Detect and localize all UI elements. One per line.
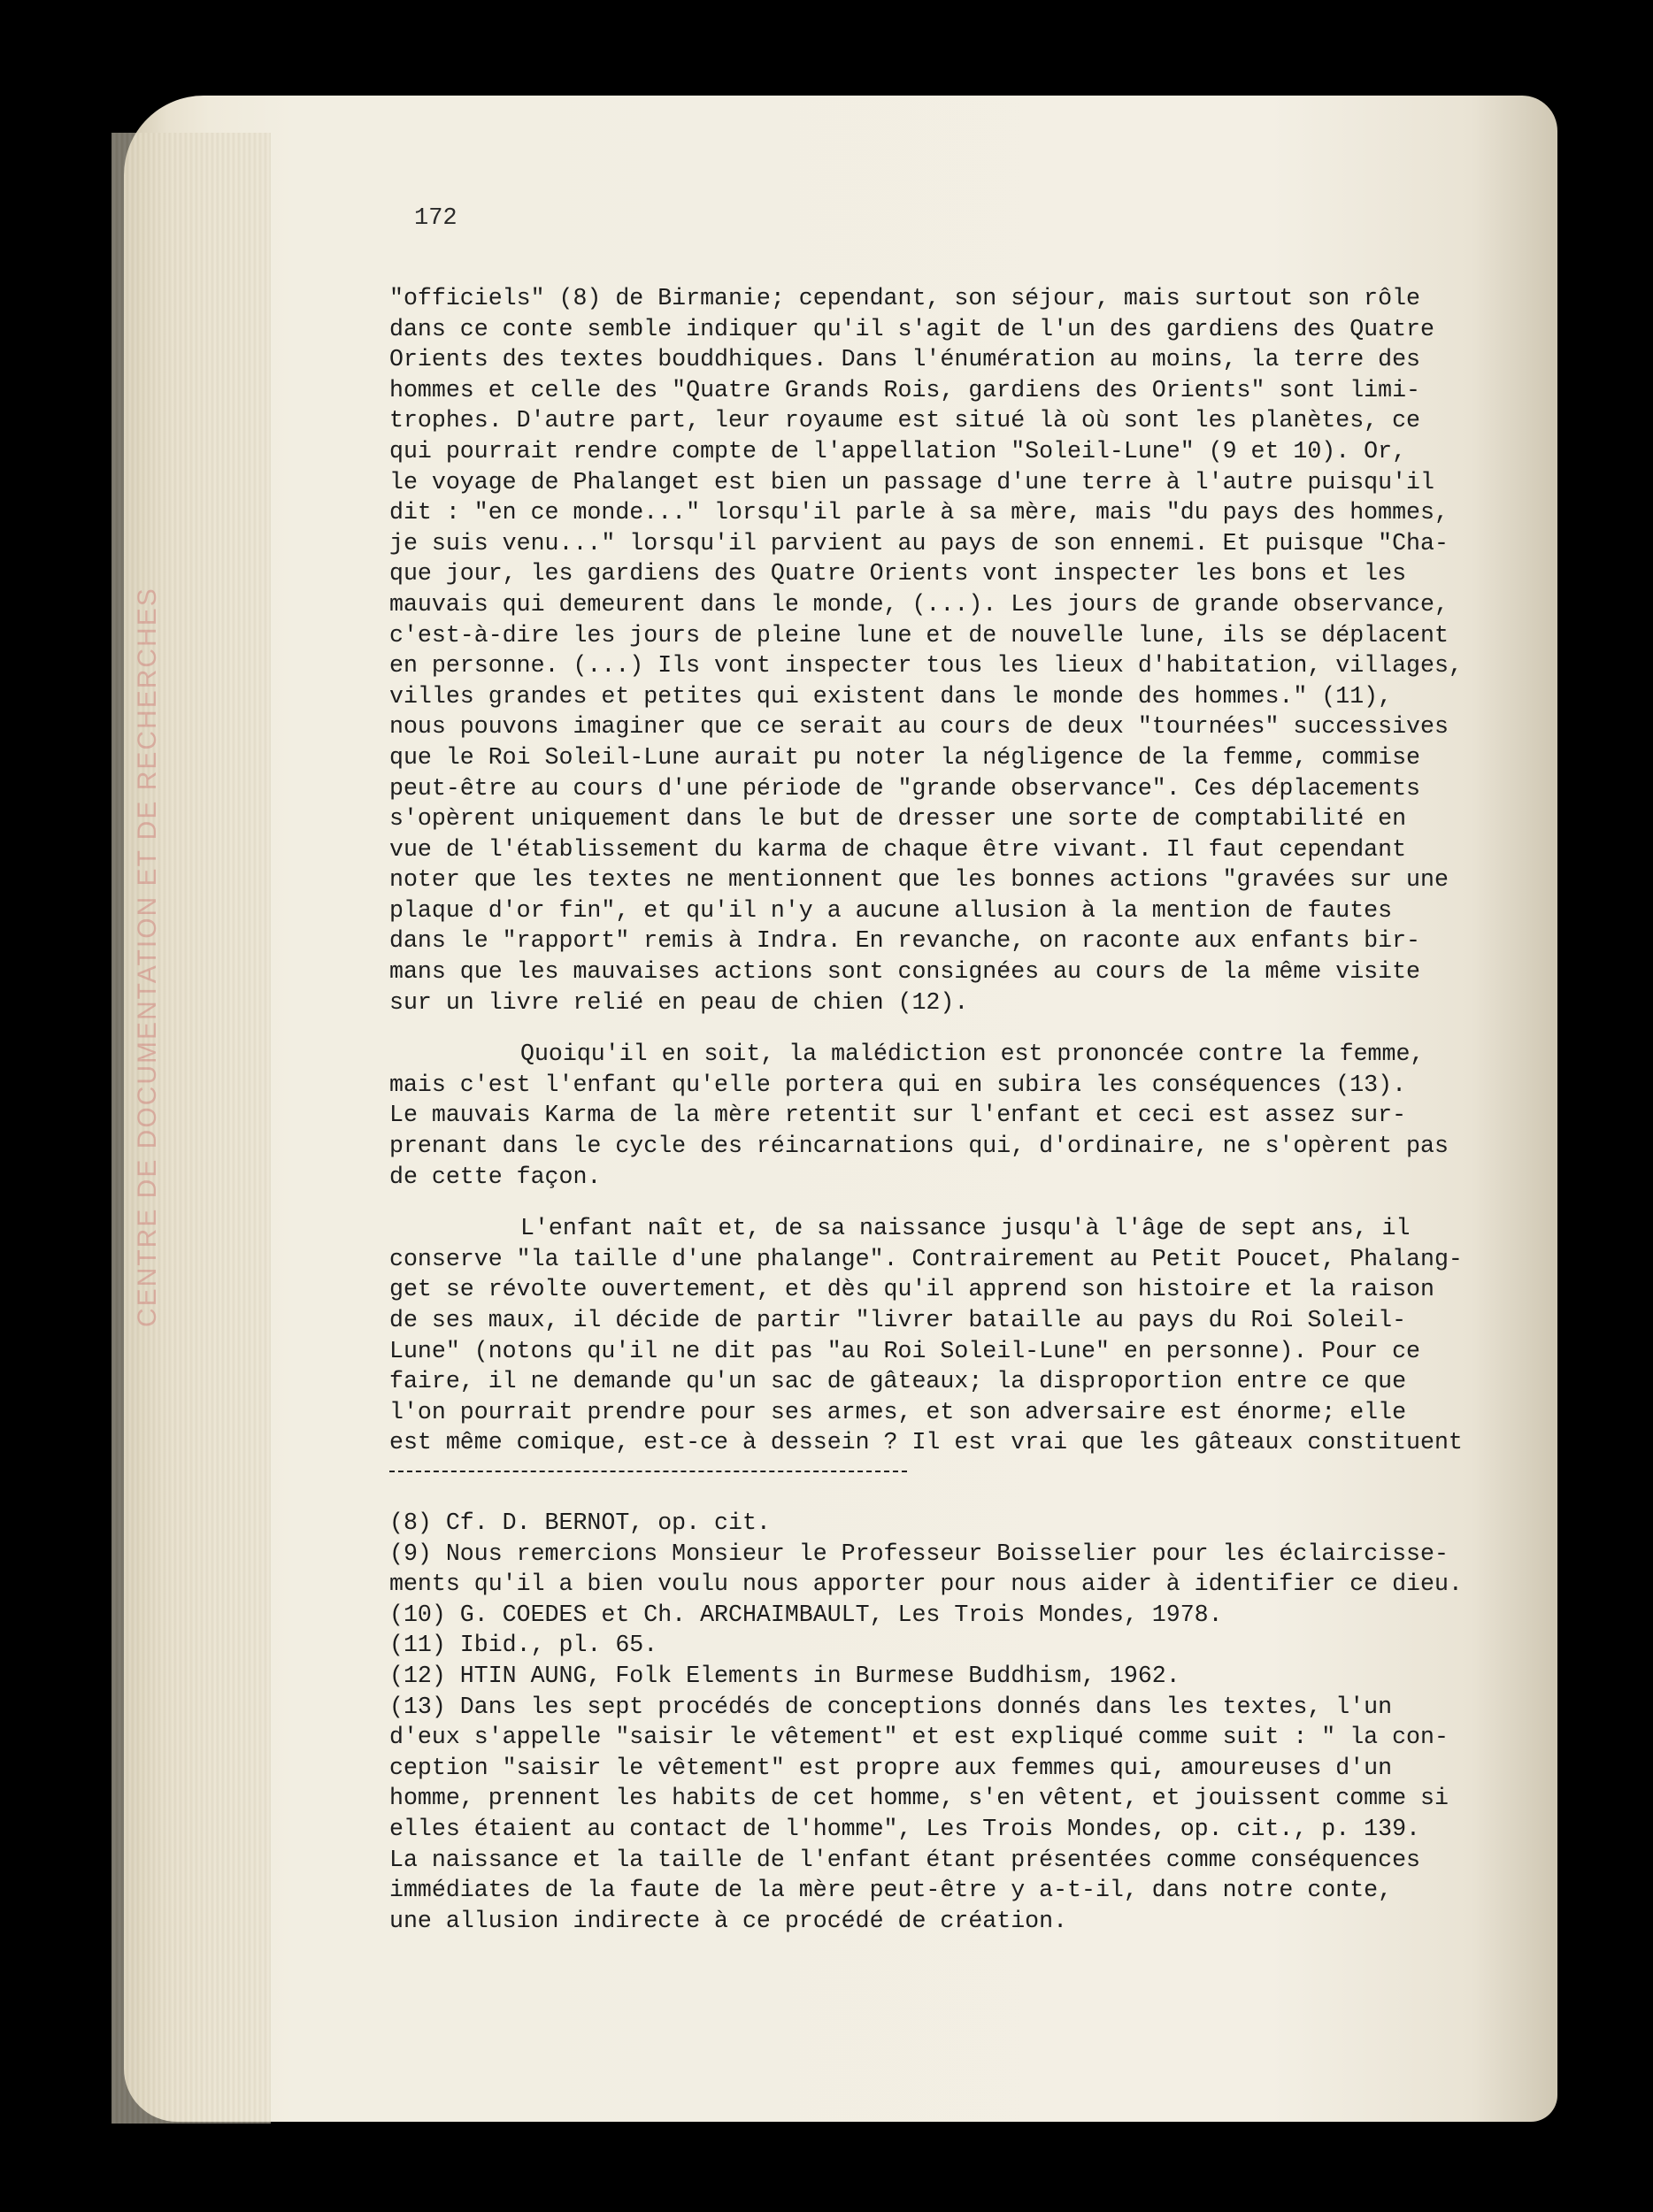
text-line: dit : "en ce monde..." lorsqu'il parle à sa mère, mais "du pays des hommes,: [389, 499, 1449, 526]
text-line: hommes et celle des "Quatre Grands Rois, gardiens des Orients" sont limi-: [389, 376, 1420, 403]
text-line: faire, il ne demande qu'un sac de gâteaux; la disproportion entre ce que: [389, 1368, 1407, 1395]
footnote-separator: [389, 1471, 907, 1472]
text-line: trophes. D'autre part, leur royaume est situé là où sont les planètes, ce: [389, 407, 1420, 434]
footnote-line: ments qu'il a bien voulu nous apporter pour nous aider à identifier ce dieu.: [389, 1571, 1463, 1598]
text-line: qui pourrait rendre compte de l'appellation "Soleil-Lune" (9 et 10). Or,: [389, 437, 1407, 465]
text-line: "officiels" (8) de Birmanie; cependant, son séjour, mais surtout son rôle: [389, 285, 1420, 311]
paragraph-2: [389, 1039, 1469, 1192]
text-line: noter que les textes ne mentionnent que les bonnes actions "gravées sur une: [389, 866, 1449, 894]
text-line: en personne. (...) Ils vont inspecter tous les lieux d'habitation, villages,: [389, 652, 1463, 680]
text-line: Lune" (notons qu'il ne dit pas "au Roi Soleil-Lune" en personne). Pour ce: [389, 1337, 1420, 1364]
text-line: mans que les mauvaises actions sont consignées au cours de la même visite: [389, 958, 1420, 986]
text-line: est même comique, est-ce à dessein ? Il est vrai que les gâteaux constituent: [389, 1429, 1463, 1456]
text-line: get se révolte ouvertement, et dès qu'il apprend son histoire et la raison: [389, 1276, 1434, 1303]
paragraph-1: [389, 283, 1469, 1018]
text-line: conserve "la taille d'une phalange". Contrairement au Petit Poucet, Phalang-: [389, 1245, 1463, 1272]
text-line: nous pouvons imaginer que ce serait au cours de deux "tournées" successives: [389, 713, 1449, 741]
text-line: vue de l'établissement du karma de chaque être vivant. Il faut cependant: [389, 835, 1407, 863]
footnote-line: (13) Dans les sept procédés de conceptions donnés dans les textes, l'un: [389, 1693, 1393, 1720]
text-line: Le mauvais Karma de la mère retentit sur l'enfant et ceci est assez sur-: [389, 1102, 1407, 1129]
footnote-line: (9) Nous remercions Monsieur le Professeur Boisselier pour les éclaircisse-: [389, 1540, 1449, 1567]
footnote-line: (10) G. COEDES et Ch. ARCHAIMBAULT, Les Trois Mondes, 1978.: [389, 1601, 1223, 1628]
text-line: dans le "rapport" remis à Indra. En revanche, on raconte aux enfants bir-: [389, 927, 1420, 955]
footnote-line: homme, prennent les habits de cet homme, s'en vêtent, et jouissent comme si: [389, 1785, 1449, 1812]
footnote-line: La naissance et la taille de l'enfant étant présentées comme conséquences: [389, 1846, 1420, 1873]
text-line: prenant dans le cycle des réincarnations qui, d'ordinaire, ne s'opèrent pas: [389, 1133, 1449, 1160]
text-line: Quoiqu'il en soit, la malédiction est prononcée contre la femme,: [520, 1041, 1425, 1068]
text-line: plaque d'or fin", et qu'il n'y a aucune allusion à la mention de fautes: [389, 896, 1393, 924]
text-line: L'enfant naît et, de sa naissance jusqu'à l'âge de sept ans, il: [520, 1215, 1411, 1242]
text-line: sur un livre relié en peau de chien (12).: [389, 988, 969, 1016]
text-line: Orients des textes bouddhiques. Dans l'énumération au moins, la terre des: [389, 346, 1420, 373]
footnote-line: d'eux s'appelle "saisir le vêtement" et est expliqué comme suit : " la con-: [389, 1724, 1449, 1751]
text-line: c'est-à-dire les jours de pleine lune et de nouvelle lune, ils se déplacent: [389, 621, 1449, 649]
text-line: mauvais qui demeurent dans le monde, (...). Les jours de grande observance,: [389, 590, 1449, 618]
paragraph-3: [389, 1213, 1469, 1458]
text-line: mais c'est l'enfant qu'elle portera qui en subira les conséquences (13).: [389, 1071, 1407, 1098]
body-text: [389, 283, 1469, 1458]
footnote-line: (11) Ibid., pl. 65.: [389, 1632, 658, 1659]
footnote-line: (12) HTIN AUNG, Folk Elements in Burmese Buddhism, 1962.: [389, 1662, 1180, 1689]
text-line: que jour, les gardiens des Quatre Orients vont inspecter les bons et les: [389, 560, 1407, 588]
text-line: de ses maux, il décide de partir "livrer bataille au pays du Roi Soleil-: [389, 1307, 1407, 1333]
footnote-line: immédiates de la faute de la mère peut-être y a-t-il, dans notre conte,: [389, 1877, 1393, 1904]
text-line: peut-être au cours d'une période de "grande observance". Ces déplacements: [389, 774, 1420, 802]
footnote-line: ception "saisir le vêtement" est propre aux femmes qui, amoureuses d'un: [389, 1754, 1393, 1781]
text-line: je suis venu..." lorsqu'il parvient au pays de son ennemi. Et puisque "Cha-: [389, 529, 1449, 557]
text-line: de cette façon.: [389, 1163, 602, 1190]
page-number: 172: [414, 205, 457, 232]
text-line: que le Roi Soleil-Lune aurait pu noter la négligence de la femme, commise: [389, 743, 1420, 771]
text-line: villes grandes et petites qui existent dans le monde des hommes." (11),: [389, 682, 1393, 710]
text-line: l'on pourrait prendre pour ses armes, et son adversaire est énorme; elle: [389, 1398, 1407, 1425]
footnotes: [389, 1508, 1469, 1936]
text-line: le voyage de Phalanget est bien un passage d'une terre à l'autre puisqu'il: [389, 468, 1434, 495]
footnote-line: elles étaient au contact de l'homme", Les Trois Mondes, op. cit., p. 139.: [389, 1815, 1420, 1842]
footnote-line: (8) Cf. D. BERNOT, op. cit.: [389, 1509, 771, 1536]
library-stamp: CENTRE DE DOCUMENTATION ET DE RECHERCHES: [133, 587, 162, 1327]
text-line: s'opèrent uniquement dans le but de dresser une sorte de comptabilité en: [389, 805, 1407, 833]
footnote-line: une allusion indirecte à ce procédé de création.: [389, 1907, 1068, 1934]
text-line: dans ce conte semble indiquer qu'il s'agit de l'un des gardiens des Quatre: [389, 315, 1434, 342]
